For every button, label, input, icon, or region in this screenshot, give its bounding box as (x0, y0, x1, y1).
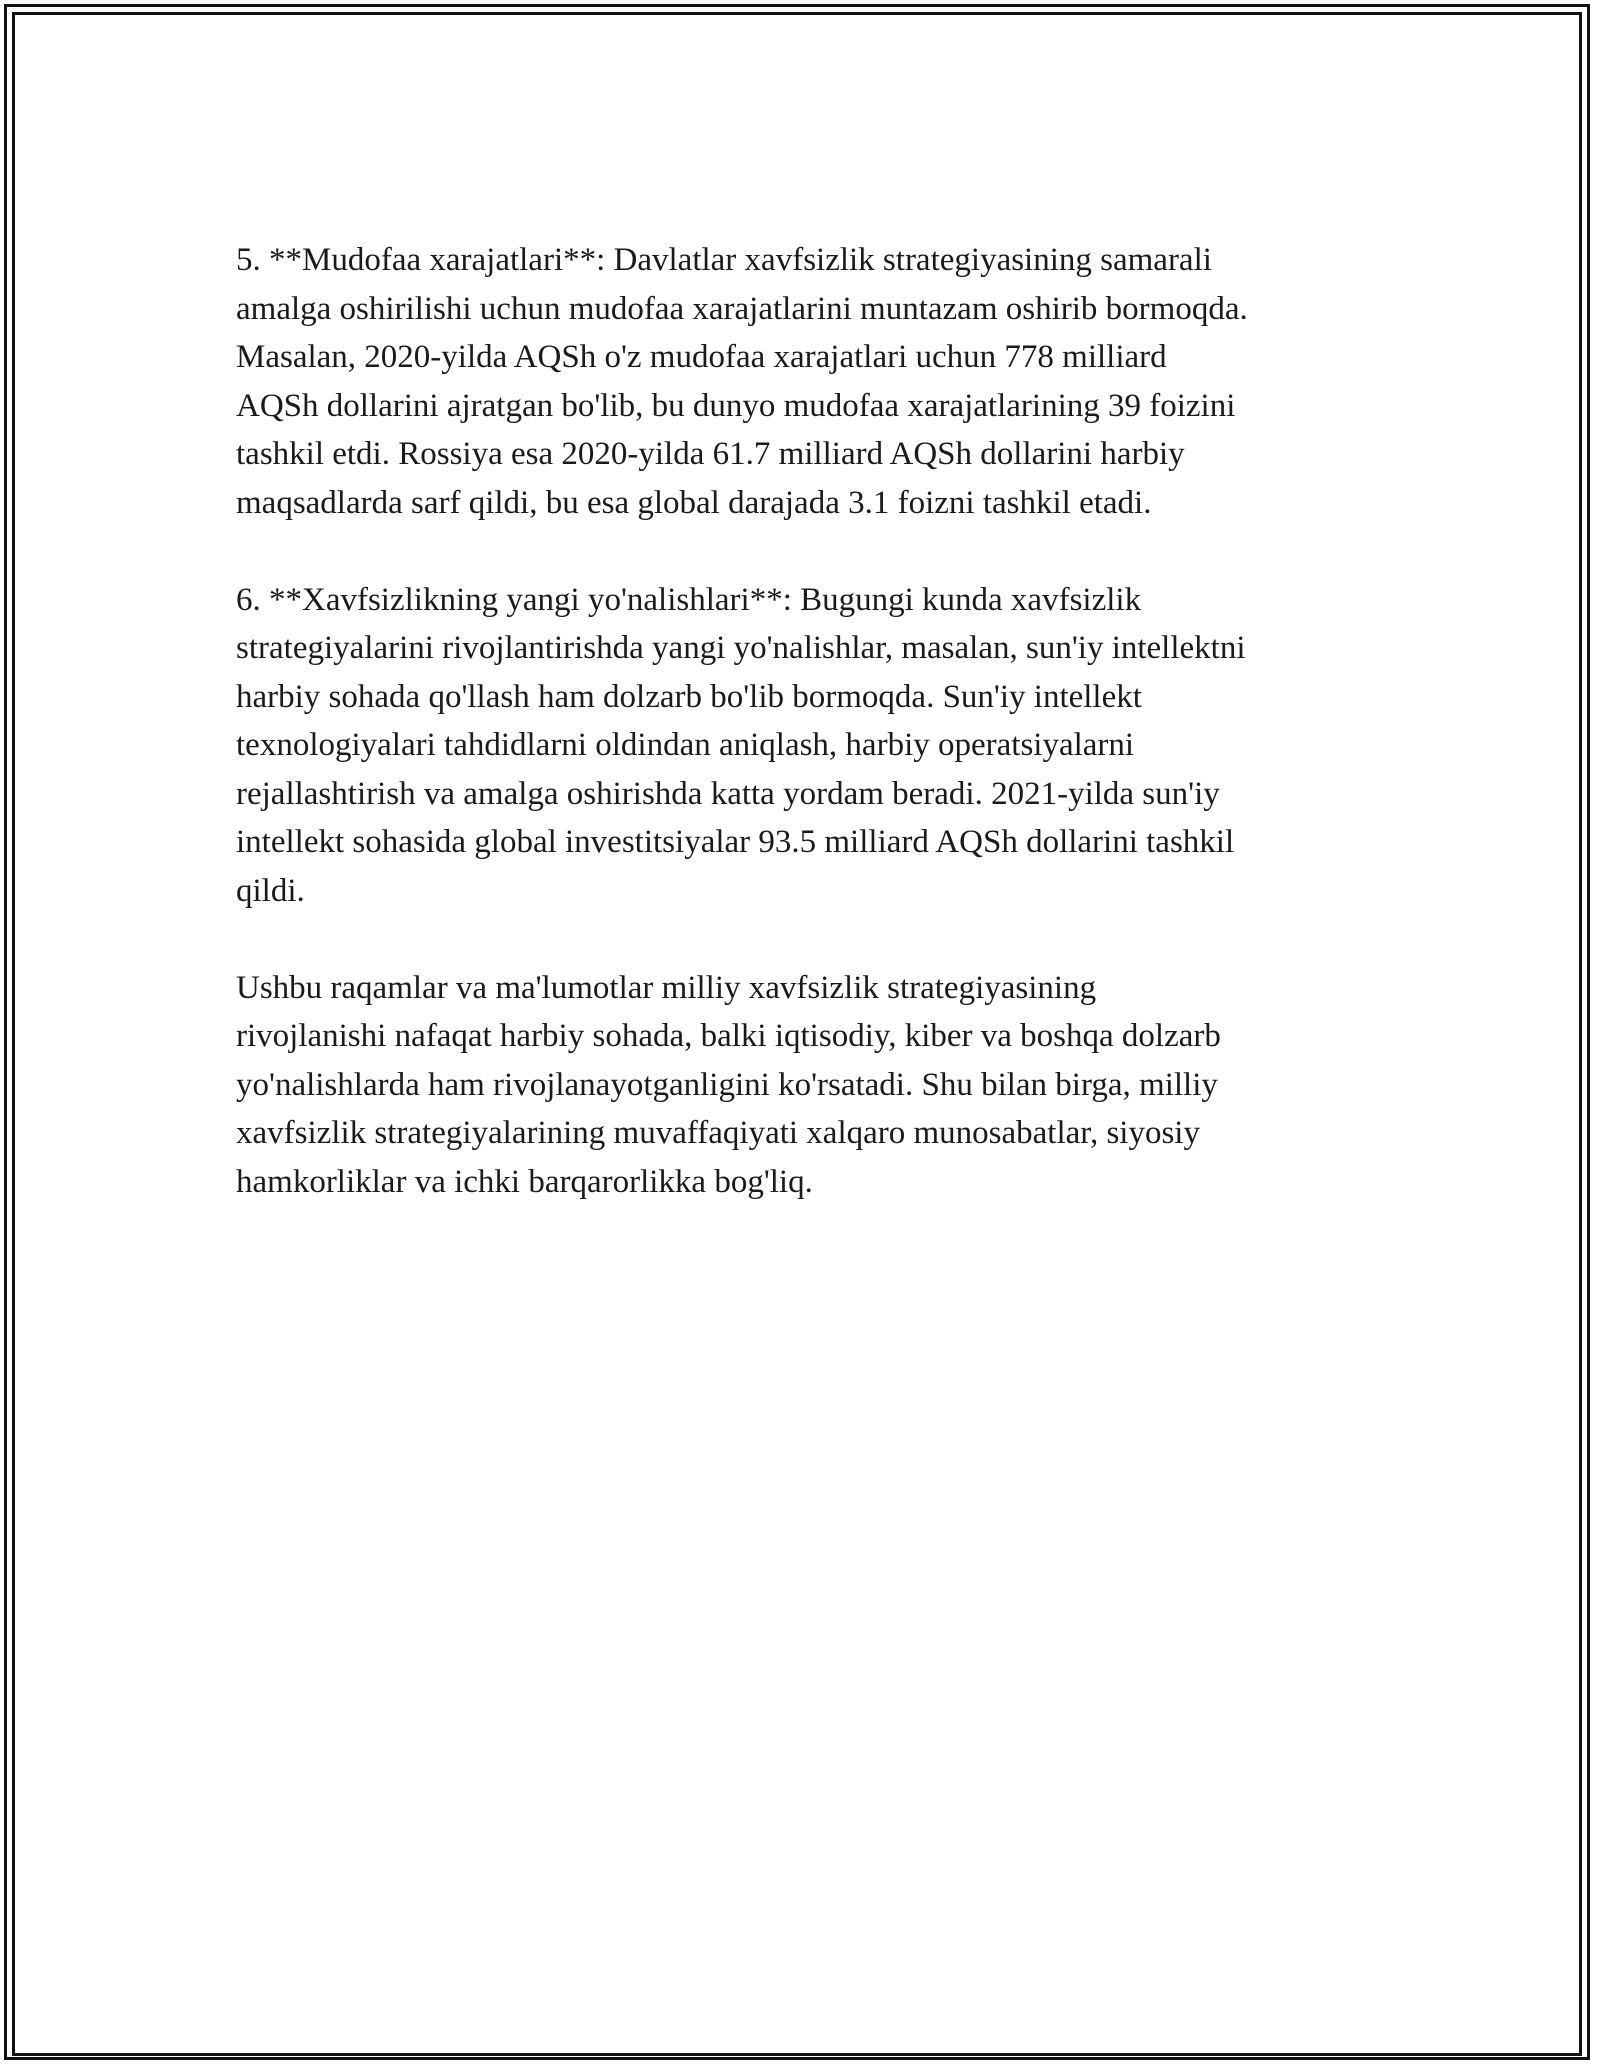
text-line: rivojlanishi nafaqat harbiy sohada, balki iqtisodiy, kiber va boshqa dolzarb (236, 1018, 1221, 1054)
text-line: texnologiyalari tahdidlarni oldindan aniqlash, harbiy operatsiyalarni (236, 727, 1135, 763)
text-line: Masalan, 2020-yilda AQSh o'z mudofaa xarajatlari uchun 778 milliard (236, 339, 1167, 375)
text-line: strategiyalarini rivojlantirishda yangi yo'nalishlar, masalan, sun'iy intellektni (236, 630, 1246, 666)
text-line: intellekt sohasida global investitsiyalar 93.5 milliard AQSh dollarini tashkil (236, 824, 1235, 860)
paragraph-defense-spending (236, 236, 1376, 527)
text-line: hamkorliklar va ichki barqarorlikka bog'liq. (236, 1163, 813, 1200)
paragraph-conclusion (236, 964, 1376, 1207)
text-line: amalga oshirilishi uchun mudofaa xarajatlarini muntazam oshirib bormoqda. (236, 290, 1248, 327)
text-line: tashkil etdi. Rossiya esa 2020-yilda 61.7 milliard AQSh dollarini harbiy (236, 436, 1185, 472)
text-line: AQSh dollarini ajratgan bo'lib, bu dunyo mudofaa xarajatlarining 39 foizini (236, 387, 1236, 424)
text-line: Ushbu raqamlar va ma'lumotlar milliy xavfsizlik strategiyasining (236, 969, 1097, 1006)
text-line: 5. **Mudofaa xarajatlari**: Davlatlar xavfsizlik strategiyasining samarali (236, 242, 1212, 278)
text-line: harbiy sohada qo'llash ham dolzarb bo'lib bormoqda. Sun'iy intellekt (236, 678, 1142, 715)
text-line: xavfsizlik strategiyalarining muvaffaqiyati xalqaro munosabatlar, siyosiy (236, 1115, 1200, 1151)
document-body (236, 236, 1376, 1255)
text-line: yo'nalishlarda ham rivojlanayotganligini ko'rsatadi. Shu bilan birga, milliy (236, 1066, 1218, 1103)
text-line: rejallashtirish va amalga oshirishda katta yordam beradi. 2021-yilda sun'iy (236, 775, 1220, 812)
text-line: 6. **Xavfsizlikning yangi yo'nalishlari**: Bugungi kunda xavfsizlik (236, 581, 1142, 618)
paragraph-new-security-directions (236, 576, 1376, 916)
text-line: qildi. (236, 872, 305, 909)
text-line: maqsadlarda sarf qildi, bu esa global darajada 3.1 foizni tashkil etadi. (236, 484, 1152, 521)
